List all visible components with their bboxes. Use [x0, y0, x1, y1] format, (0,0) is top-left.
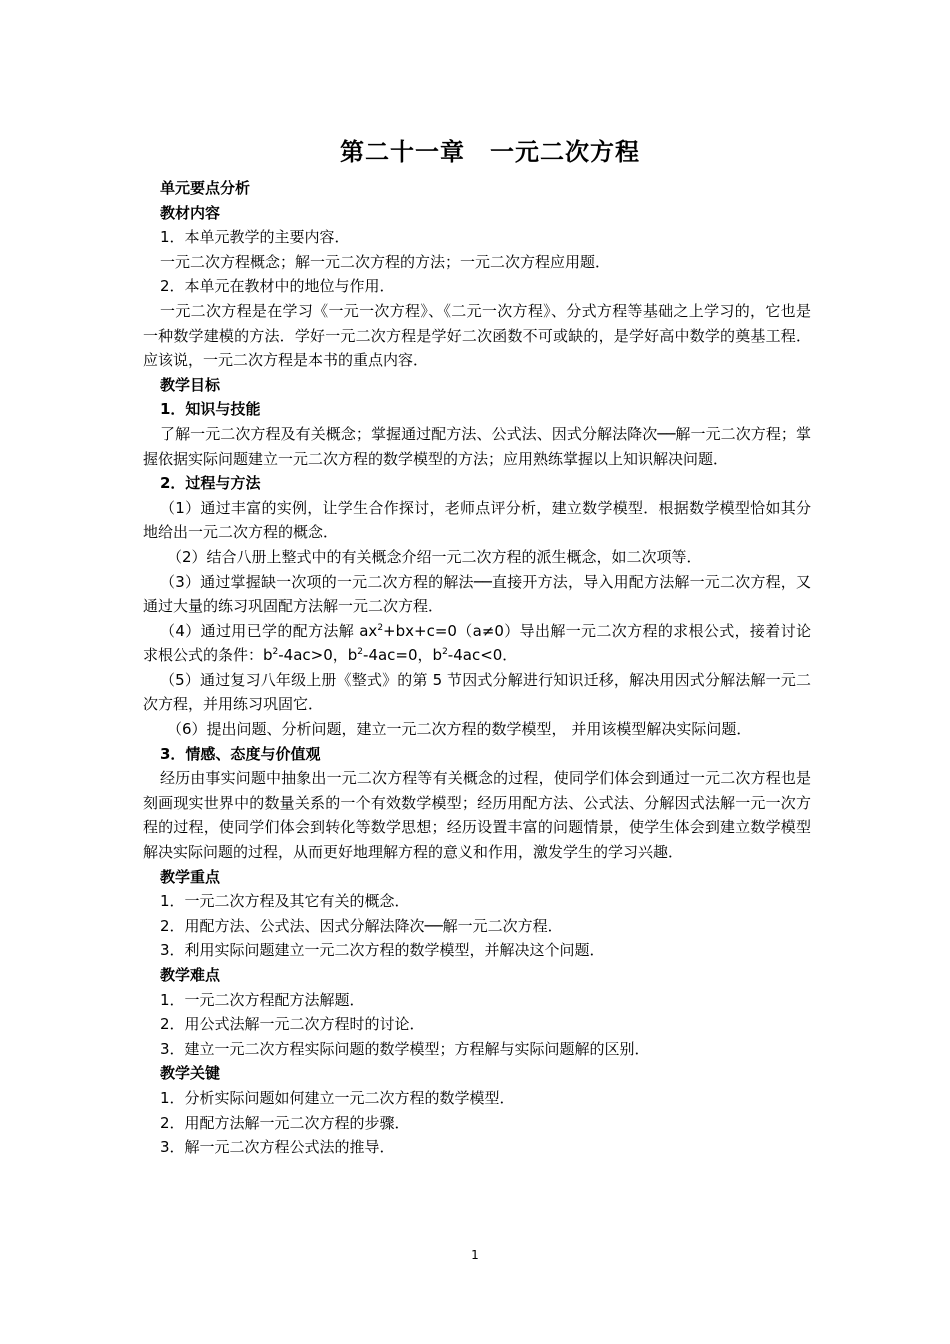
section-heading: 教材内容 — [160, 203, 221, 222]
subsection-heading: 1．知识与技能 — [160, 400, 261, 419]
paragraph: 了解一元二次方程及有关概念；掌握通过配方法、公式法、因式分解法降次──解一元二次方程；掌握依据实际问题建立一元二次方程的数学模型的方法；应用熟练掌握以上知识解决问题． — [143, 424, 811, 468]
paragraph: 一元二次方程是在学习《一元一次方程》、《二元一次方程》、分式方程等基础之上学习的，它也是一种数学建模的方法．学好一元二次方程是学好二次函数不可或缺的，是学好高中数学的奠基工程．应该说，一元二次方程是本书的重点内容． — [143, 301, 811, 370]
list-item: 2．用配方法、公式法、因式分解法降次──解一元二次方程． — [160, 916, 563, 935]
list-item: 3．利用实际问题建立一元二次方程的数学模型，并解决这个问题． — [160, 941, 605, 960]
section-heading: 教学重点 — [160, 867, 221, 886]
superscript: 2 — [272, 647, 279, 658]
text-run: +bx+c=0（a≠0）导出解一元二次方程的求根公式，接着讨论求根公式的条件：b — [143, 621, 811, 665]
list-item: 1．分析实际问题如何建立一元二次方程的数学模型． — [160, 1088, 515, 1107]
text-run: -4ac=0，b — [363, 646, 443, 665]
paragraph: （6）提出问题、分析问题，建立一元二次方程的数学模型， 并用该模型解决实际问题． — [167, 720, 752, 739]
paragraph: 1．本单元教学的主要内容． — [160, 228, 350, 247]
superscript: 2 — [357, 647, 364, 658]
section-heading: 教学关键 — [160, 1064, 221, 1083]
superscript: 2 — [377, 622, 384, 633]
paragraph: （1）通过丰富的实例，让学生合作探讨，老师点评分析，建立数学模型．根据数学模型恰如其分地给出一元二次方程的概念． — [143, 498, 811, 542]
superscript: 2 — [442, 647, 448, 658]
list-item: 1．一元二次方程及其它有关的概念． — [160, 892, 410, 911]
section-heading: 教学目标 — [160, 375, 221, 394]
subsection-heading: 2．过程与方法 — [160, 474, 261, 493]
text-run: -4ac>0，b — [278, 646, 358, 665]
text-run: -4ac<0． — [447, 646, 518, 665]
list-item: 3．建立一元二次方程实际问题的数学模型；方程解与实际问题解的区别． — [160, 1039, 650, 1058]
paragraph — [143, 619, 811, 668]
list-item: 2．用公式法解一元二次方程时的讨论． — [160, 1015, 425, 1034]
section-heading: 教学难点 — [160, 966, 221, 984]
subsection-heading: 3．情感、态度与价值观 — [160, 744, 321, 763]
chapter-title: 第二十一章 一元二次方程 — [340, 138, 640, 166]
section-heading: 单元要点分析 — [160, 179, 251, 197]
list-item: 3．解一元二次方程公式法的推导． — [160, 1138, 395, 1157]
paragraph: （3）通过掌握缺一次项的一元二次方程的解法──直接开方法，导入用配方法解一元二次方程，又通过大量的练习巩固配方法解一元二次方程． — [143, 572, 811, 616]
text-run: （4）通过用已学的配方法解 ax — [160, 621, 378, 640]
paragraph: 经历由事实问题中抽象出一元二次方程等有关概念的过程，使同学们体会到通过一元二次方程也是刻画现实世界中的数量关系的一个有效数学模型；经历用配方法、公式法、分解因式法解一元一次方程的过程，使同学们体会到转化等数学思想；经历设置丰富的问题情景，使学生体会到建立数学模型解决实际问题的过程，从而更好地理解方程的意义和作用，激发学生的学习兴趣． — [143, 769, 811, 862]
list-item: 1．一元二次方程配方法解题． — [160, 990, 365, 1009]
paragraph: 一元二次方程概念；解一元二次方程的方法；一元二次方程应用题． — [160, 252, 611, 271]
document-body — [143, 176, 811, 1160]
paragraph: 2．本单元在教材中的地位与作用． — [160, 277, 395, 296]
paragraph: （2）结合八册上整式中的有关概念介绍一元二次方程的派生概念，如二次项等． — [167, 547, 702, 566]
list-item: 2．用配方法解一元二次方程的步骤． — [160, 1113, 410, 1132]
paragraph: （5）通过复习八年级上册《整式》的第 5 节因式分解进行知识迁移，解决用因式分解法解一元二次方程，并用练习巩固它． — [143, 670, 811, 714]
page-number: 1 — [471, 1248, 479, 1262]
